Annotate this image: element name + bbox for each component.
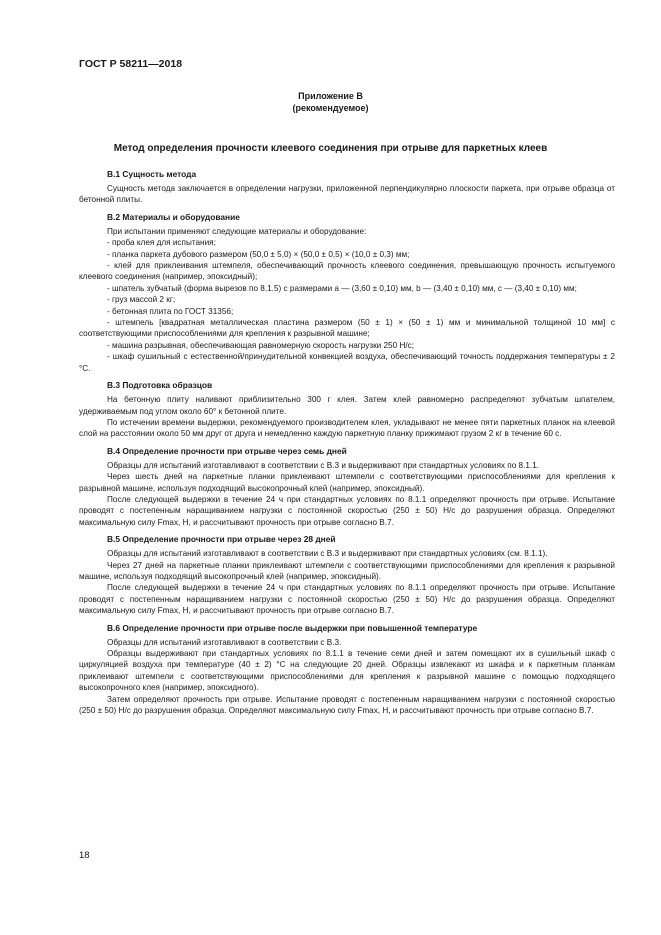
paragraph: Через шесть дней на паркетные планки приклеивают штемпели с соответствующими приспособлениями для крепления к разрывной машине, используя подходящий высокопрочный клей (например, эпоксидный). [79,472,615,493]
appendix-subtitle: (рекомендуемое) [292,103,369,113]
list-item: - проба клея для испытания; [107,238,216,248]
section-heading: В.4 Определение прочности при отрыве через семь дней [107,445,347,456]
section-heading: В.6 Определение прочности при отрыве после выдержки при повышенной температуре [107,622,478,633]
standard-code: ГОСТ Р 58211—2018 [79,58,183,70]
paragraph: По истечении времени выдержки, рекомендуемого производителем клея, укладывают не менее пяти паркетных планок на клеевой слой на расстоянии около 50 мм друг от друга и немедленно каждую паркетную планку прижимают грузом 2 кг в течение 60 с. [79,417,615,439]
section-b1 [79,169,615,206]
paragraph: При испытании применяют следующие материалы и оборудование: [107,226,367,236]
paragraph: Сущность метода заключается в определении нагрузки, приложенной перпендикулярно плоскости паркета, при отрыве образца от бетонной плиты. [79,184,615,205]
section-b5 [79,534,615,616]
list-item: - груз массой 2 кг; [107,295,176,305]
document-title: Метод определения прочности клеевого соединения при отрыве для паркетных клеев [113,143,548,154]
section-b3 [79,380,615,440]
list-item: - бетонная плита по ГОСТ 31356; [107,306,234,316]
appendix-title: Приложение В [298,91,363,101]
paragraph: Образцы для испытаний изготавливают в соответствии с В.3 и выдерживают при стандартных условиях (см. 8.1.1). [107,549,548,559]
paragraph: На бетонную плиту наливают приблизительно 300 г клея. Затем клей равномерно распределяют зубчатым шпателем, удерживаемым под углом около 60° к бетонной плите. [79,395,615,416]
list-item: - планка паркета дубового размером (50,0 ± 5,0) × (50,0 ± 0,5) × (10,0 ± 0,3) мм; [107,249,410,259]
paragraph: Образцы для испытаний изготавливают в соответствии с В.3 и выдерживают при стандартных условиях по 8.1.1. [107,460,540,470]
paragraph: Затем определяют прочность при отрыве. Испытание проводят с постепенным наращиванием нагрузки с постоянной скоростью (250 ± 50) Н/с до разрушения образца. Определяют максимальную силу Fmax, Н, и рассчитывают прочность при отрыве согласно В.7. [79,694,615,716]
list-item: - шкаф сушильный с естественной/принудительной конвекцией воздуха, обеспечивающий точность поддержания температуры ± 2 °С. [79,352,615,373]
list-item: - машина разрывная, обеспечивающая равномерную скорость нагрузки 250 Н/с; [107,340,414,350]
section-heading: В.5 Определение прочности при отрыве через 28 дней [107,534,336,545]
paragraph: После следующей выдержки в течение 24 ч при стандартных условиях по 8.1.1 определяют прочность при отрыве. Испытание проводят с постепенным наращиванием нагрузки с постоянной скоростью (250 ± 50) Н/с до разрушения образца. Определяют максимальную силу Fmax, Н, и рассчитывают прочность при отрыве согласно В.7. [79,583,615,616]
list-item: - штемпель [квадратная металлическая пластина размером (50 ± 1) × (50 ± 1) мм и минимальной толщиной 10 мм] с соответствующими приспособлениями для крепления к разрывной машине; [79,318,615,339]
section-heading: В.1 Сущность метода [107,169,197,179]
section-heading: В.3 Подготовка образцов [107,380,213,391]
paragraph: Образцы выдерживают при стандартных условиях по 8.1.1 в течение семи дней и затем помещают их в сушильный шкаф с циркуляцией воздуха при температуре (40 ± 2) °С на следующие 20 дней. Образцы извлекают из шкафа и к паркетным планкам приклеивают штемпели с соответствующими приспособлениями для крепления к разрывной машине с помощью подходящего высокопрочного клея (например, эпоксидного). [79,649,615,693]
paragraph: Образцы для испытаний изготавливают в соответствии с В.3. [107,637,342,647]
section-b2 [79,212,615,374]
document-body [79,163,615,716]
list-item: - шпатель зубчатый (форма вырезов по 8.1.5) с размерами a — (3,60 ± 0,10) мм, b — (3,40 ± 0,10) мм, c — (3,40 ± 0,10) мм; [107,283,577,293]
list-item: - клей для приклеивания штемпеля, обеспечивающий прочность клеевого соединения, превышающую прочность испытуемого клеевого соединения (например, эпоксидный); [79,261,615,282]
section-heading: В.2 Материалы и оборудование [107,211,240,222]
paragraph: После следующей выдержки в течение 24 ч при стандартных условиях по 8.1.1 определяют прочность при отрыве. Испытание проводят с постепенным наращиванием нагрузки с постоянной скоростью (250 ± 50) Н/с до разрушения образца. Определяют максимальную силу Fmax, Н, и рассчитывают прочность при отрыве согласно В.7. [79,494,615,527]
paragraph: Через 27 дней на паркетные планки приклеивают штемпели с соответствующими приспособлениями для крепления к разрывной машине, используя подходящий высокопрочный клей (например, эпоксидный). [79,560,615,581]
section-b6 [79,623,615,717]
section-b4 [79,446,615,528]
page-number: 18 [79,850,90,861]
